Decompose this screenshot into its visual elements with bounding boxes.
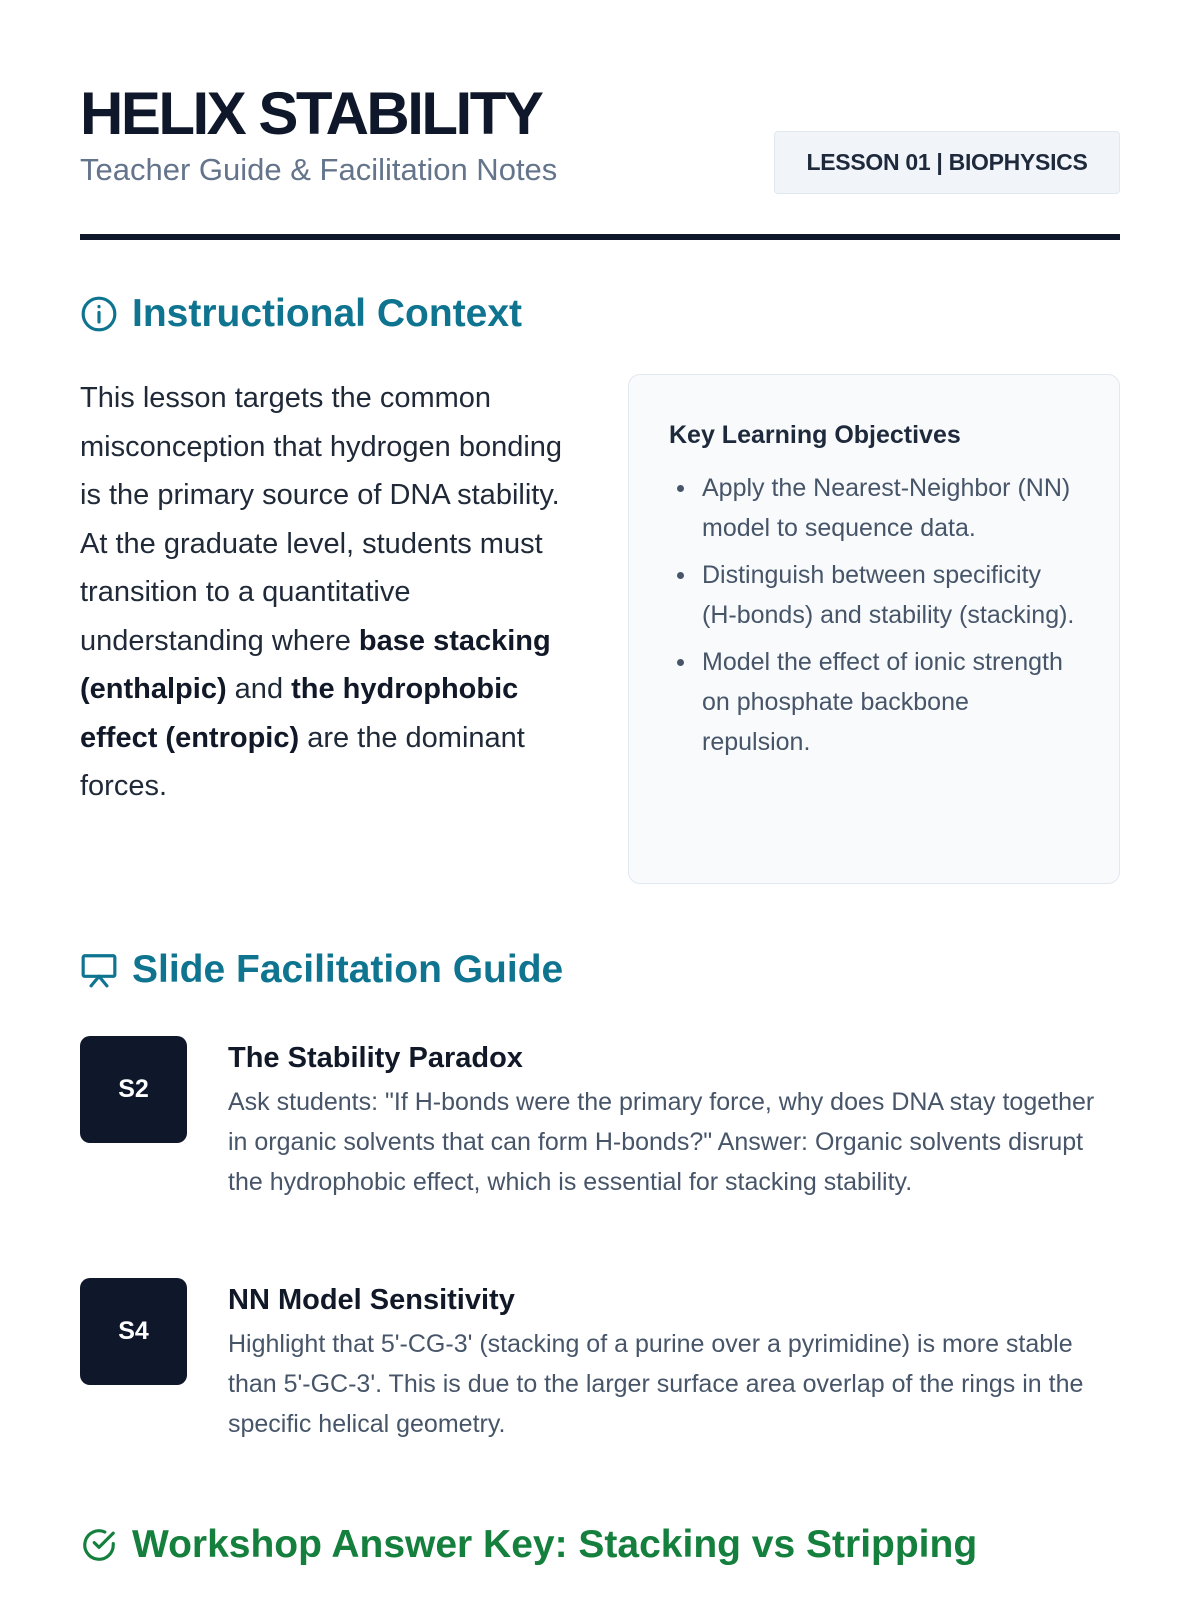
teacher-guide-page: [80, 0, 1120, 1600]
section-heading-slides: [80, 948, 563, 992]
context-emphasis-hydrophobic: the hydrophobic effect (entropic): [80, 673, 519, 754]
context-text-part: and: [226, 673, 292, 705]
slide-tag: S2: [80, 1036, 187, 1143]
slide-text: Highlight that 5'-CG-3' (stacking of a purine over a pyrimidine) is more stable than 5'-GC-3'. This is due to the larger surface area overlap of the rings in the specific helical geometry.: [228, 1330, 1084, 1438]
objective-item: Distinguish between specificity (H-bonds) and stability (stacking).: [669, 555, 1079, 635]
objectives-title: Key Learning Objectives: [669, 421, 961, 449]
objectives-card: [628, 374, 1120, 884]
section-title-slides: Slide Facilitation Guide: [132, 948, 564, 991]
section-title-context: Instructional Context: [132, 292, 523, 335]
section-heading-context: [80, 292, 522, 336]
slide-title: NN Model Sensitivity: [228, 1284, 515, 1316]
check-circle-icon: [80, 1526, 118, 1564]
objective-item: Model the effect of ionic strength on phosphate backbone repulsion.: [669, 642, 1079, 762]
slide-body: [228, 1038, 1120, 1202]
page-title: HELIX STABILITY: [80, 80, 542, 147]
section-heading-workshop: [80, 1523, 977, 1567]
context-text-part: This lesson targets the common misconception that hydrogen bonding is the primary source of DNA stability. At the graduate level, students must transition to a quantitative understanding where: [80, 382, 563, 657]
document-header: [80, 80, 1120, 244]
slide-body: [228, 1280, 1120, 1444]
slide-title: The Stability Paradox: [228, 1042, 523, 1074]
lesson-badge: LESSON 01 | BIOPHYSICS: [774, 131, 1120, 194]
slide-tag: S4: [80, 1278, 187, 1385]
info-circle-icon: [80, 295, 118, 333]
objective-item: Apply the Nearest-Neighbor (NN) model to sequence data.: [669, 468, 1079, 548]
presentation-board-icon: [80, 951, 118, 989]
context-emphasis-stacking: base stacking (enthalpic): [80, 624, 551, 705]
section-title-workshop: Workshop Answer Key: Stacking vs Stripping: [132, 1523, 978, 1566]
context-text-part: are the dominant forces.: [80, 721, 525, 802]
context-paragraph: [80, 374, 580, 811]
objectives-list: [669, 468, 1079, 762]
slide-text: Ask students: "If H-bonds were the primary force, why does DNA stay together in organic solvents that can form H-bonds?" Answer: Organic solvents disrupt the hydrophobic effect, which is essential for stacking stability.: [228, 1088, 1095, 1196]
page-subtitle: Teacher Guide & Facilitation Notes: [80, 152, 558, 187]
header-divider: [80, 234, 1120, 240]
